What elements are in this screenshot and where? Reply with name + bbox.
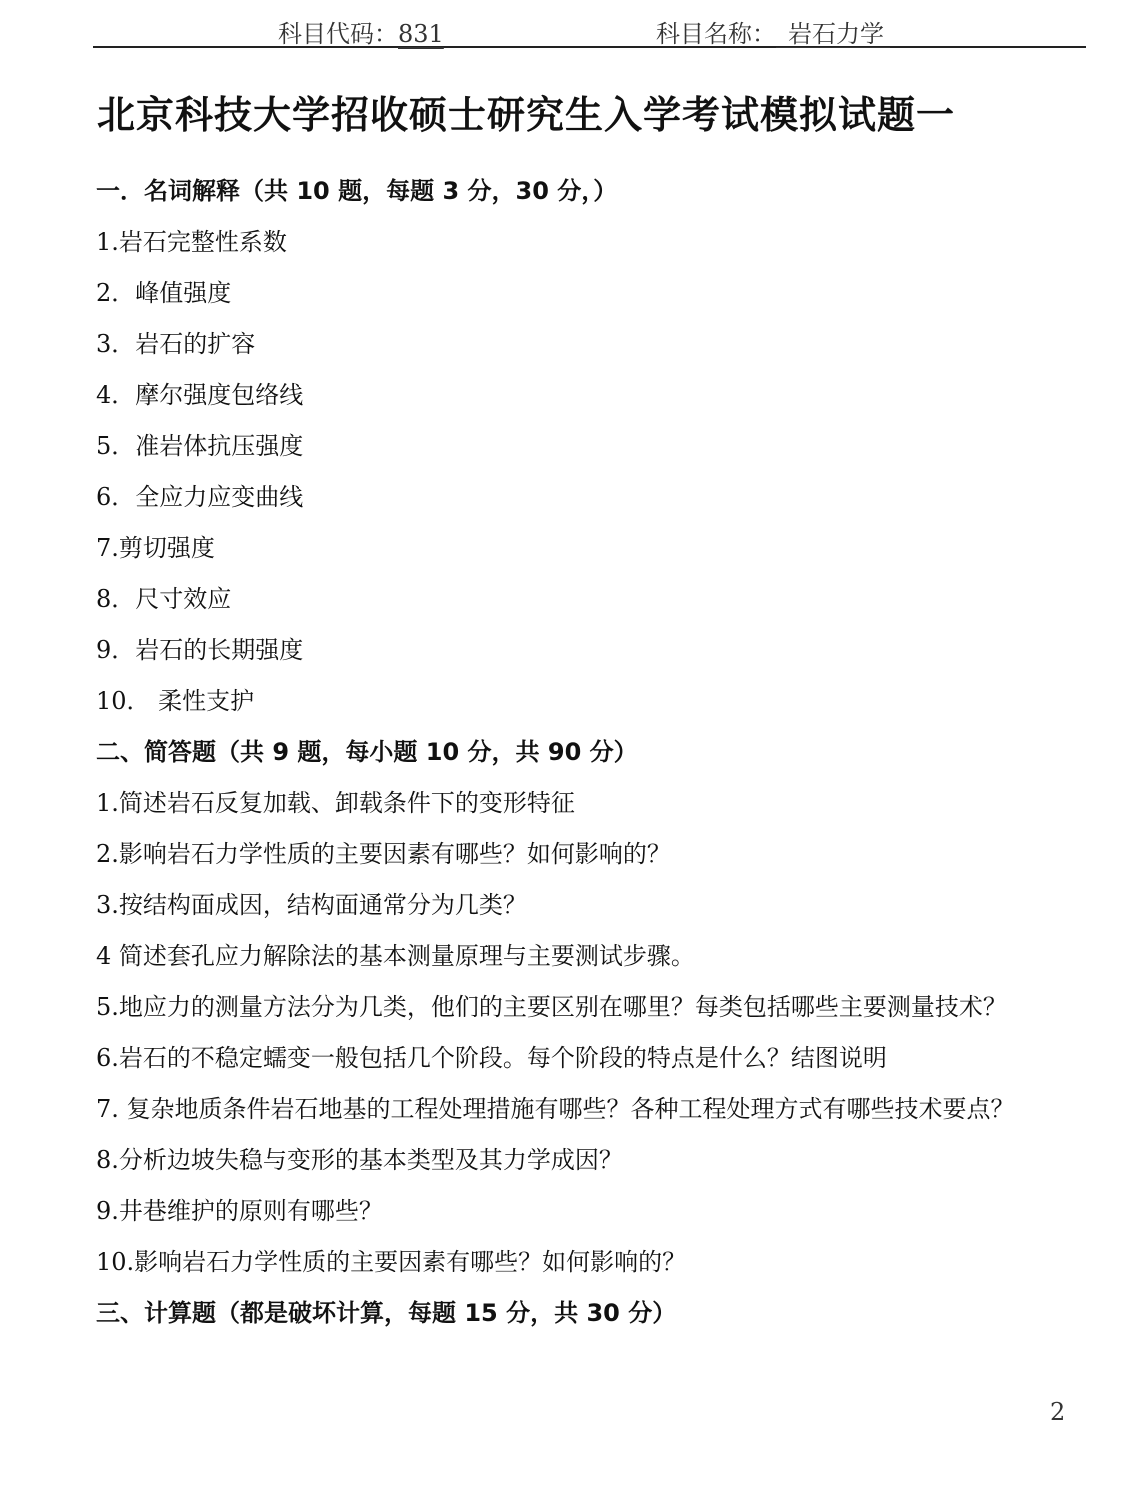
subject-name-label: 科目名称： xyxy=(656,20,776,48)
question-item: 5．准岩体抗压强度 xyxy=(96,432,304,460)
question-item: 6．全应力应变曲线 xyxy=(96,483,304,511)
exam-content xyxy=(96,166,1116,1339)
question-item: 10． 柔性支护 xyxy=(96,687,255,715)
question-item: 9.井巷维护的原则有哪些？ xyxy=(96,1197,383,1225)
section-heading: 一．名词解释（共 10 题，每题 3 分，30 分，） xyxy=(96,177,618,205)
section-heading: 三、计算题（都是破坏计算，每题 15 分，共 30 分） xyxy=(96,1299,677,1327)
question-item: 2．峰值强度 xyxy=(96,279,232,307)
question-item: 1.简述岩石反复加载、卸载条件下的变形特征 xyxy=(96,789,575,817)
question-item: 1.岩石完整性系数 xyxy=(96,228,287,256)
subject-name-value: 岩石力学 xyxy=(776,21,890,48)
question-item: 4 简述套孔应力解除法的基本测量原理与主要测试步骤。 xyxy=(96,942,695,970)
subject-code-label: 科目代码： xyxy=(278,20,398,48)
question-item: 3.按结构面成因，结构面通常分为几类？ xyxy=(96,891,527,919)
question-item: 2.影响岩石力学性质的主要因素有哪些？如何影响的？ xyxy=(96,840,671,868)
question-item: 4．摩尔强度包络线 xyxy=(96,381,304,409)
page-header xyxy=(93,14,1086,48)
section-heading: 二、简答题（共 9 题，每小题 10 分，共 90 分） xyxy=(96,738,638,766)
page-number: 2 xyxy=(1050,1398,1066,1426)
question-item: 3．岩石的扩容 xyxy=(96,330,256,358)
question-item: 7.剪切强度 xyxy=(96,534,215,562)
question-item: 5.地应力的测量方法分为几类，他们的主要区别在哪里？每类包括哪些主要测量技术？ xyxy=(96,993,1007,1021)
subject-code-value: 831 xyxy=(398,20,444,48)
question-item: 8．尺寸效应 xyxy=(96,585,232,613)
subject-name xyxy=(656,14,890,49)
question-item: 8.分析边坡失稳与变形的基本类型及其力学成因？ xyxy=(96,1146,623,1174)
question-item: 9．岩石的长期强度 xyxy=(96,636,304,664)
question-item: 10.影响岩石力学性质的主要因素有哪些？如何影响的？ xyxy=(96,1248,687,1276)
exam-title: 北京科技大学招收硕士研究生入学考试模拟试题一 xyxy=(97,93,956,137)
question-item: 7. 复杂地质条件岩石地基的工程处理措施有哪些？各种工程处理方式有哪些技术要点？ xyxy=(96,1095,1015,1123)
subject-code xyxy=(278,14,444,49)
question-item: 6.岩石的不稳定蠕变一般包括几个阶段。每个阶段的特点是什么？结图说明 xyxy=(96,1044,887,1072)
